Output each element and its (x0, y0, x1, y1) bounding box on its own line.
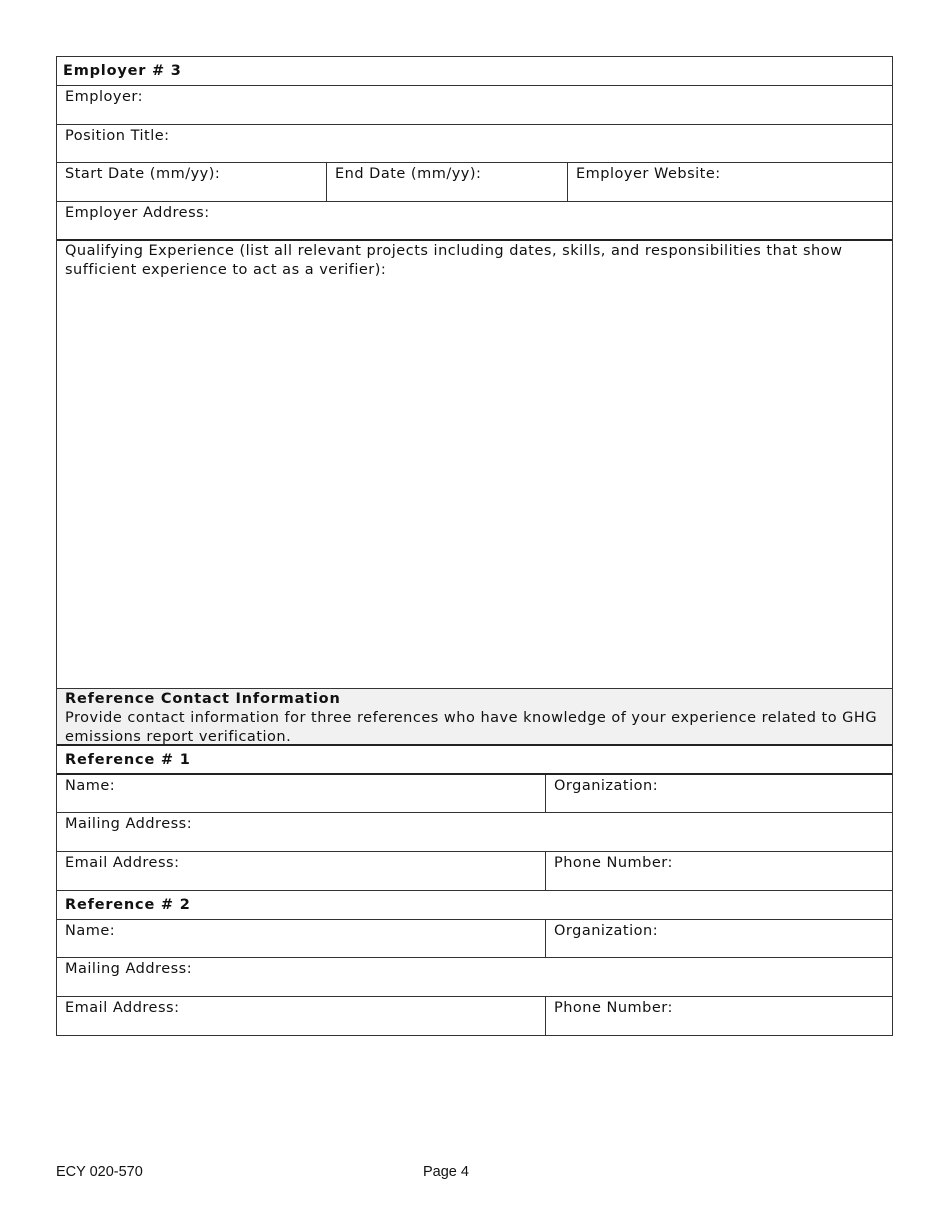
employer-row[interactable] (57, 86, 892, 125)
reference-1-heading: Reference # 1 (65, 752, 191, 768)
employer-website-field[interactable] (567, 163, 892, 201)
employer-website-label: Employer Website: (576, 166, 721, 182)
reference-2-heading: Reference # 2 (65, 897, 191, 913)
reference-2-email-phone-row (57, 997, 892, 1035)
qualifying-experience-row[interactable] (57, 241, 892, 689)
qualifying-experience-label: Qualifying Experience (list all relevant projects including dates, skills, and responsibilities that show sufficient experience to act as a verifier): (65, 243, 843, 278)
employment-form (56, 56, 893, 1036)
position-title-row[interactable] (57, 125, 892, 163)
reference-info-description: Provide contact information for three references who have knowledge of your experience related to GHG emissions report verification. (65, 710, 878, 745)
reference-2-mailing-row[interactable] (57, 958, 892, 997)
employer-address-label: Employer Address: (65, 205, 210, 221)
reference-2-organization-label: Organization: (554, 923, 659, 939)
reference-1-name-field[interactable] (57, 775, 545, 812)
reference-2-name-field[interactable] (57, 920, 545, 957)
page-number: Page 4 (423, 1164, 469, 1180)
reference-2-email-label: Email Address: (65, 1000, 180, 1016)
end-date-field[interactable] (326, 163, 567, 201)
employer-3-header-row (57, 57, 892, 86)
position-title-label: Position Title: (65, 128, 170, 144)
reference-2-header-row (57, 891, 892, 920)
reference-2-name-org-row (57, 920, 892, 958)
reference-2-phone-label: Phone Number: (554, 1000, 673, 1016)
reference-info-block (57, 689, 892, 746)
form-number: ECY 020-570 (56, 1164, 143, 1180)
reference-1-organization-label: Organization: (554, 778, 659, 794)
reference-2-name-label: Name: (65, 923, 116, 939)
reference-1-mailing-row[interactable] (57, 813, 892, 852)
reference-2-mailing-label: Mailing Address: (65, 961, 193, 977)
reference-1-name-label: Name: (65, 778, 116, 794)
start-date-label: Start Date (mm/yy): (65, 166, 221, 182)
employer-address-row[interactable] (57, 202, 892, 241)
reference-1-header-row (57, 746, 892, 775)
reference-2-phone-field[interactable] (545, 997, 892, 1035)
employer-3-heading: Employer # 3 (63, 63, 182, 79)
reference-1-email-field[interactable] (57, 852, 545, 890)
reference-1-email-phone-row (57, 852, 892, 891)
start-date-field[interactable] (57, 163, 326, 201)
reference-1-organization-field[interactable] (545, 775, 892, 812)
employer-field-label: Employer: (65, 89, 143, 105)
reference-2-organization-field[interactable] (545, 920, 892, 957)
dates-website-row (57, 163, 892, 202)
reference-info-cell (57, 689, 892, 744)
reference-1-phone-field[interactable] (545, 852, 892, 890)
reference-1-name-org-row (57, 775, 892, 813)
reference-info-heading: Reference Contact Information (65, 691, 341, 707)
reference-2-email-field[interactable] (57, 997, 545, 1035)
reference-1-phone-label: Phone Number: (554, 855, 673, 871)
reference-1-email-label: Email Address: (65, 855, 180, 871)
reference-1-mailing-label: Mailing Address: (65, 816, 193, 832)
end-date-label: End Date (mm/yy): (335, 166, 482, 182)
